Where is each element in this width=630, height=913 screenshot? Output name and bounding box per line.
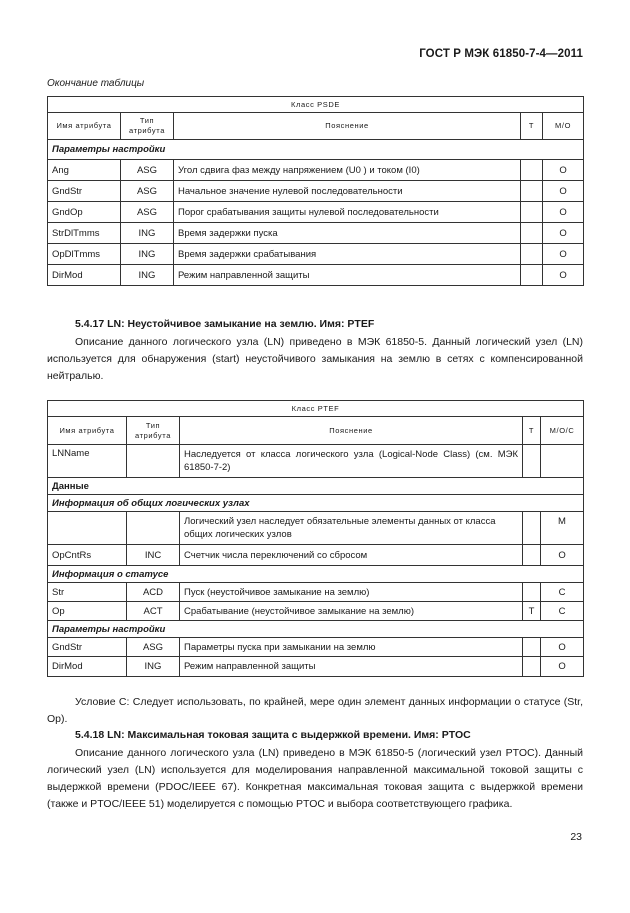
- condition-note: Условие С: Следует использовать, по крайней, мере один элемент данных информации о статусе (Str, Op).: [47, 696, 583, 725]
- attr-desc: Время задержки срабатывания: [174, 244, 521, 265]
- attr-type: ASG: [121, 181, 174, 202]
- attr-t: [523, 638, 541, 657]
- attr-name: OpCntRs: [48, 545, 127, 566]
- attr-name: GndStr: [48, 638, 127, 657]
- attr-type: ASG: [121, 202, 174, 223]
- attr-t: [521, 160, 543, 181]
- attr-t: [521, 223, 543, 244]
- table-row: [48, 445, 584, 478]
- attr-type: ING: [121, 223, 174, 244]
- attr-name: LNName: [48, 445, 127, 478]
- column-header: Тип атрибута: [127, 417, 180, 445]
- attr-mo: O: [543, 244, 584, 265]
- table-row: [48, 160, 584, 181]
- section-heading-5417: 5.4.17 LN: Неустойчивое замыкание на землю. Имя: PTEF: [75, 318, 375, 330]
- attr-name: GndStr: [48, 181, 121, 202]
- table-row: [48, 512, 584, 545]
- section-title: Информация о статусе: [48, 566, 584, 583]
- attr-type: [127, 512, 180, 545]
- table-row: [48, 202, 584, 223]
- column-header: M/O/C: [541, 417, 584, 445]
- attr-desc: Срабатывание (неустойчивое замыкание на землю): [180, 602, 523, 621]
- table-row: [48, 638, 584, 657]
- attr-desc: Начальное значение нулевой последовательности: [174, 181, 521, 202]
- attr-desc: Порог срабатывания защиты нулевой последовательности: [174, 202, 521, 223]
- attr-name: [48, 512, 127, 545]
- attr-desc: Логический узел наследует обязательные элементы данных от класса общих логических узлов: [180, 512, 523, 545]
- column-header: T: [521, 113, 543, 140]
- section-title: Параметры настройки: [48, 621, 584, 638]
- attr-name: Ang: [48, 160, 121, 181]
- column-header: M/O: [543, 113, 584, 140]
- attr-t: T: [523, 602, 541, 621]
- section-title: Информация об общих логических узлах: [48, 495, 584, 512]
- section-heading-5418: 5.4.18 LN: Максимальная токовая защита с выдержкой времени. Имя: PTOC: [75, 729, 471, 741]
- attr-type: ING: [121, 265, 174, 286]
- attr-desc: Время задержки пуска: [174, 223, 521, 244]
- attr-desc: Угол сдвига фаз между напряжением (U0 ) и током (I0): [174, 160, 521, 181]
- attr-name: GndOp: [48, 202, 121, 223]
- attr-type: [127, 445, 180, 478]
- attr-name: DirMod: [48, 265, 121, 286]
- attr-mo: O: [541, 657, 584, 677]
- attr-mo: M: [541, 512, 584, 545]
- attr-desc: Пуск (неустойчивое замыкание на землю): [180, 583, 523, 602]
- attr-type: ASG: [127, 638, 180, 657]
- table-row: [48, 545, 584, 566]
- attr-mo: [541, 445, 584, 478]
- table-row: [48, 223, 584, 244]
- attr-mo: O: [543, 202, 584, 223]
- table-caption: Окончание таблицы: [47, 78, 145, 89]
- attr-name: OpDlTmms: [48, 244, 121, 265]
- table-row: [48, 602, 584, 621]
- column-header: Имя атрибута: [48, 417, 127, 445]
- attr-type: ING: [127, 657, 180, 677]
- attr-t: [521, 181, 543, 202]
- column-header: Тип атрибута: [121, 113, 174, 140]
- attr-type: INC: [127, 545, 180, 566]
- attr-t: [523, 545, 541, 566]
- attr-t: [521, 265, 543, 286]
- attr-t: [521, 202, 543, 223]
- column-header: Пояснение: [174, 113, 521, 140]
- attr-desc: Режим направленной защиты: [174, 265, 521, 286]
- column-header: Имя атрибута: [48, 113, 121, 140]
- attr-name: DirMod: [48, 657, 127, 677]
- page-number: 23: [570, 831, 582, 843]
- attr-desc: Счетчик числа переключений со сбросом: [180, 545, 523, 566]
- attr-type: ING: [121, 244, 174, 265]
- table-row: [48, 657, 584, 677]
- column-header: T: [523, 417, 541, 445]
- table-row: [48, 244, 584, 265]
- table-ptef: [47, 400, 584, 677]
- table-row: [48, 181, 584, 202]
- class-title: Класс PSDE: [48, 97, 584, 113]
- attr-t: [521, 244, 543, 265]
- attr-mo: C: [541, 583, 584, 602]
- attr-desc: Режим направленной защиты: [180, 657, 523, 677]
- attr-t: [523, 657, 541, 677]
- section-title: Параметры настройки: [48, 140, 584, 160]
- attr-mo: O: [543, 223, 584, 244]
- table-psde: [47, 96, 584, 286]
- paragraph-5417: Описание данного логического узла (LN) приведено в МЭК 61850-5. Данный логический узел (LN) используется для обнаружения (start) неустойчивого замыкания на землю в сетях с компенсированной нейтралью.: [47, 336, 583, 382]
- attr-desc: Параметры пуска при замыкании на землю: [180, 638, 523, 657]
- paragraph-5418: Описание данного логического узла (LN) приведено в МЭК 61850-5 (логический узел PTOC). Данный логический узел (LN) используется для моделирования направленной максимальной токовой защиты с выдержкой времени (PDOC/IEEE 67). Конкретная максимальная токовая защита с выдержкой времени (также и PTOC/IEEE 51) моделируется с помощью PTOC и выбора соответствующего графика.: [47, 747, 583, 810]
- attr-mo: O: [541, 545, 584, 566]
- attr-mo: O: [543, 265, 584, 286]
- table-row: [48, 265, 584, 286]
- attr-t: [523, 583, 541, 602]
- attr-mo: C: [541, 602, 584, 621]
- attr-mo: O: [541, 638, 584, 657]
- attr-type: ASG: [121, 160, 174, 181]
- attr-desc: Наследуется от класса логического узла (Logical-Node Class) (см. МЭК 61850-7-2): [180, 445, 523, 478]
- attr-name: StrDlTmms: [48, 223, 121, 244]
- class-title: Класс PTEF: [48, 401, 584, 417]
- attr-type: ACT: [127, 602, 180, 621]
- attr-type: ACD: [127, 583, 180, 602]
- table-row: [48, 583, 584, 602]
- attr-t: [523, 445, 541, 478]
- attr-name: Op: [48, 602, 127, 621]
- attr-t: [523, 512, 541, 545]
- column-header: Пояснение: [180, 417, 523, 445]
- document-header: ГОСТ Р МЭК 61850-7-4—2011: [419, 48, 583, 60]
- attr-mo: O: [543, 181, 584, 202]
- data-label: Данные: [48, 478, 584, 495]
- attr-name: Str: [48, 583, 127, 602]
- attr-mo: O: [543, 160, 584, 181]
